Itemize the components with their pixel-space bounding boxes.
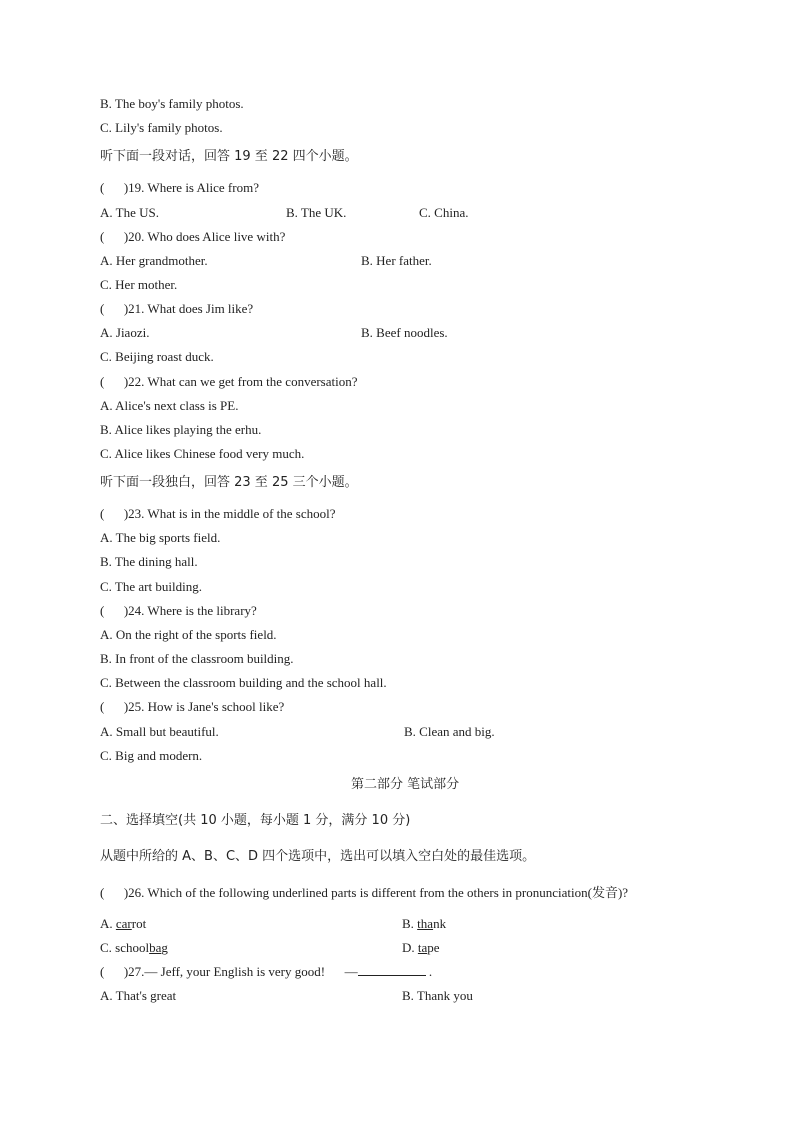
q19-option-b: B. The UK. <box>286 205 347 220</box>
section-two-heading: 二、选择填空(共 10 小题，每小题 1 分，满分 10 分) <box>100 813 411 828</box>
question-26: ( )26. Which of the following underlined parts is different from the others in pronunciation(发音)? <box>100 885 629 900</box>
question-22: ( )22. What can we get from the conversation? <box>100 374 358 389</box>
option-b-boys-photos: B. The boy's family photos. <box>100 96 244 111</box>
underlined-part: ba <box>149 940 162 955</box>
q23-option-b: B. The dining hall. <box>100 554 198 569</box>
q22-option-b: B. Alice likes playing the erhu. <box>100 422 262 437</box>
section-instruction-23-25: 听下面一段独白，回答 23 至 25 三个小题。 <box>100 475 358 490</box>
question-21: ( )21. What does Jim like? <box>100 301 254 316</box>
option-c-lilys-photos: C. Lily's family photos. <box>100 120 223 135</box>
q24-option-a: A. On the right of the sports field. <box>100 627 277 642</box>
q25-option-a: A. Small but beautiful. <box>100 724 219 739</box>
q23-option-c: C. The art building. <box>100 579 202 594</box>
question-24: ( )24. Where is the library? <box>100 603 257 618</box>
q26-option-c: C. schoolbag <box>100 940 168 955</box>
section-instruction-19-22: 听下面一段对话，回答 19 至 22 四个小题。 <box>100 149 358 164</box>
q25-option-c: C. Big and modern. <box>100 748 203 763</box>
q20-option-c: C. Her mother. <box>100 277 178 292</box>
q21-option-c: C. Beijing roast duck. <box>100 349 214 364</box>
underlined-part: tha <box>417 916 434 931</box>
q24-option-c: C. Between the classroom building and the school hall. <box>100 675 387 690</box>
q19-option-a: A. The US. <box>100 205 159 220</box>
q22-option-c: C. Alice likes Chinese food very much. <box>100 446 305 461</box>
question-25: ( )25. How is Jane's school like? <box>100 699 285 714</box>
section-two-instruction: 从题中所给的 A、B、C、D 四个选项中，选出可以填入空白处的最佳选项。 <box>100 849 536 864</box>
answer-blank <box>358 964 426 976</box>
q27-option-a: A. That's great <box>100 988 177 1003</box>
q22-option-a: A. Alice's next class is PE. <box>100 398 239 413</box>
q23-option-a: A. The big sports field. <box>100 530 221 545</box>
q21-option-b: B. Beef noodles. <box>361 325 448 340</box>
q19-option-c: C. China. <box>419 205 469 220</box>
q20-option-b: B. Her father. <box>361 253 432 268</box>
question-23: ( )23. What is in the middle of the school? <box>100 506 336 521</box>
question-19: ( )19. Where is Alice from? <box>100 180 259 195</box>
q26-option-d: D. tape <box>402 940 440 955</box>
q24-option-b: B. In front of the classroom building. <box>100 651 294 666</box>
q21-option-a: A. Jiaozi. <box>100 325 150 340</box>
question-27: ( )27.— Jeff, your English is very good! — . <box>100 964 433 979</box>
underlined-part: car <box>115 916 132 931</box>
q20-option-a: A. Her grandmother. <box>100 253 208 268</box>
part-two-heading: 第二部分 笔试部分 <box>351 777 460 792</box>
question-20: ( )20. Who does Alice live with? <box>100 229 286 244</box>
q26-option-a: A. carrot <box>100 916 147 931</box>
underlined-part: ta <box>417 940 428 955</box>
q26-option-b: B. thank <box>402 916 447 931</box>
q27-option-b: B. Thank you <box>402 988 473 1003</box>
q25-option-b: B. Clean and big. <box>404 724 495 739</box>
